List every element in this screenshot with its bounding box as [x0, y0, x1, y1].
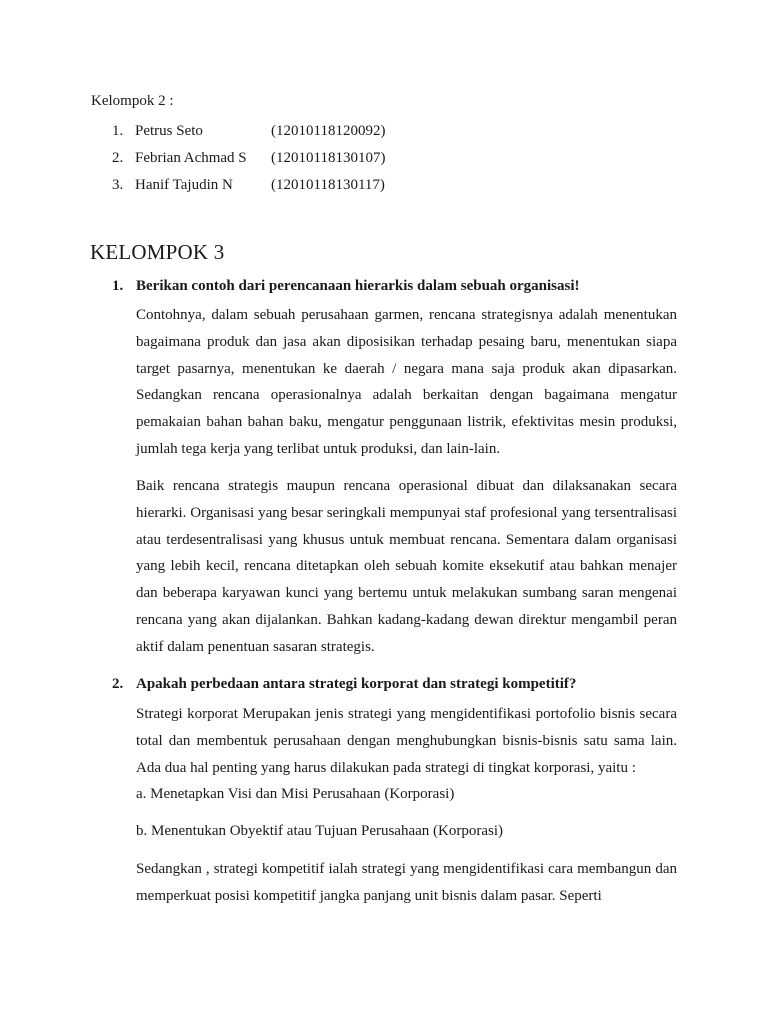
member-name: Petrus Seto — [135, 123, 203, 139]
member-row — [112, 177, 385, 194]
answer-paragraph: Strategi korporat Merupakan jenis strategi yang mengidentifikasi portofolio bisnis secara total dan membentuk perusahaan dengan menghubungkan bisnis-bisnis satu sama lain. Ada dua hal penting yang harus dilakukan pada strategi di tingkat korporasi, yaitu : — [136, 706, 677, 776]
member-id: (12010118130107) — [271, 150, 386, 166]
member-id: (12010118120092) — [271, 123, 386, 139]
member-number: 2. — [112, 150, 124, 166]
answer-paragraph: Contohnya, dalam sebuah perusahaan garmen, rencana strategisnya adalah menentukan bagaimana produk dan jasa akan diposisikan terhadap pesaing baru, menentukan siapa target pasarnya, menentukan ke daerah / negara mana saja produk akan dipasarkan. Sedangkan rencana operasionalnya adalah berkaitan dengan bagaimana mengatur pemakaian bahan bahan baku, mengatur penggunaan listrik, efektivitas mesin produksi, jumlah tega kerja yang terlibat untuk produksi, dan lain-lain. — [136, 307, 677, 457]
member-name: Hanif Tajudin N — [135, 177, 233, 193]
list-item: a. Menetapkan Visi dan Misi Perusahaan (Korporasi) — [136, 786, 455, 802]
question-heading — [112, 278, 580, 295]
member-id: (12010118130117) — [271, 177, 385, 193]
answer-paragraph: Baik rencana strategis maupun rencana operasional dibuat dan dilaksanakan secara hierarki. Organisasi yang besar seringkali mempunyai staf profesional yang tersentralisasi atau terdesentralisasi yang khusus untuk membuat rencana. Sementara dalam organisasi yang lebih kecil, rencana ditetapkan oleh sebuah komite eksekutif atau bahkan menajer dan beberapa karyawan kunci yang bertemu untuk melakukan sumbang saran mengenai rencana yang akan dijalankan. Bahkan kadang-kadang dewan direktur mengambil peran aktif dalam penentuan sasaran strategis. — [136, 478, 677, 655]
question-heading — [112, 676, 576, 693]
section-heading: KELOMPOK 3 — [90, 240, 225, 264]
question-number: 2. — [112, 676, 124, 692]
question-number: 1. — [112, 278, 124, 294]
question-text: Apakah perbedaan antara strategi korporat dan strategi kompetitif? — [136, 676, 577, 692]
group-label: Kelompok 2 : — [91, 93, 174, 109]
member-name: Febrian Achmad S — [135, 150, 247, 166]
member-row — [112, 150, 385, 167]
question-text: Berikan contoh dari perencanaan hierarkis dalam sebuah organisasi! — [136, 278, 580, 294]
member-number: 1. — [112, 123, 124, 139]
list-item: b. Menentukan Obyektif atau Tujuan Perusahaan (Korporasi) — [136, 823, 504, 839]
answer-paragraph: Sedangkan , strategi kompetitif ialah strategi yang mengidentifikasi cara membangun dan memperkuat posisi kompetitif jangka panjang unit bisnis dalam pasar. Seperti — [136, 861, 677, 904]
member-row — [112, 123, 385, 140]
member-number: 3. — [112, 177, 124, 193]
